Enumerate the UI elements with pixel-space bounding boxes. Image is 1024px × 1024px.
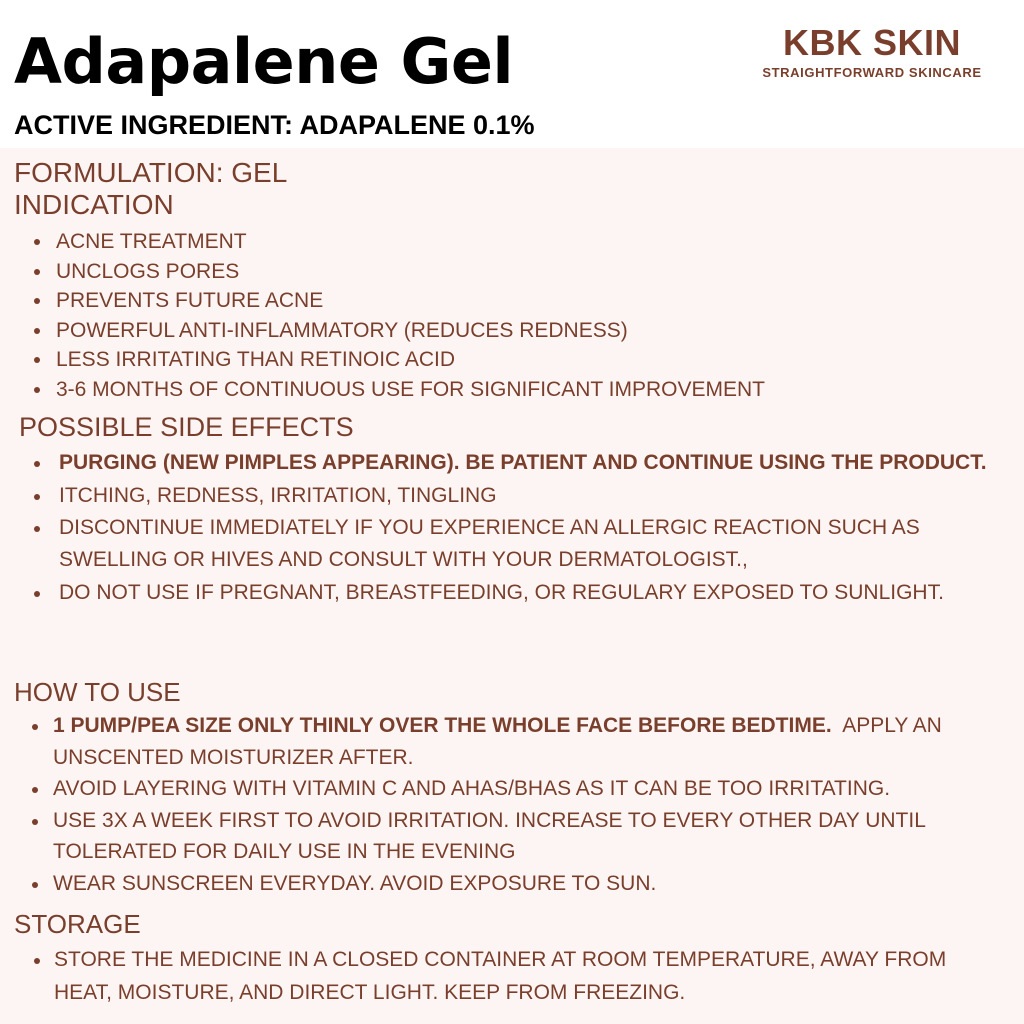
side-effects-heading: POSSIBLE SIDE EFFECTS — [19, 412, 354, 442]
list-item: DISCONTINUE IMMEDIATELY IF YOU EXPERIENCE AN ALLERGIC REACTION SUCH AS SWELLING OR HIVES AND CONSULT WITH YOUR DERMATOLOGIST., — [34, 512, 1009, 576]
brand-tagline: STRAIGHTFORWARD SKINCARE — [762, 65, 982, 80]
list-item: UNCLOGS PORES — [34, 257, 1014, 287]
indication-heading: INDICATION — [14, 189, 174, 220]
how-to-use-list — [32, 710, 1022, 899]
storage-list — [34, 944, 994, 1009]
how-to-use-heading: HOW TO USE — [14, 677, 181, 707]
list-item: USE 3X A WEEK FIRST TO AVOID IRRITATION. INCREASE TO EVERY OTHER DAY UNTIL TOLERATED FOR DAILY USE IN THE EVENING — [32, 805, 1022, 868]
list-item — [32, 710, 1022, 773]
list-item: AVOID LAYERING WITH VITAMIN C AND AHAS/BHAS AS IT CAN BE TOO IRRITATING. — [32, 773, 1022, 805]
page-title: Adapalene Gel — [14, 25, 514, 98]
list-item: STORE THE MEDICINE IN A CLOSED CONTAINER AT ROOM TEMPERATURE, AWAY FROM HEAT, MOISTURE, AND DIRECT LIGHT. KEEP FROM FREEZING. — [34, 944, 994, 1009]
list-item: 3-6 MONTHS OF CONTINUOUS USE FOR SIGNIFICANT IMPROVEMENT — [34, 375, 1014, 405]
how-to-use-rest-text: APPLY AN UNSCENTED MOISTURIZER AFTER. — [53, 714, 942, 769]
storage-heading: STORAGE — [14, 909, 141, 939]
header — [0, 0, 1024, 148]
how-to-use-bold-text: 1 PUMP/PEA SIZE ONLY THINLY OVER THE WHOLE FACE BEFORE BEDTIME. — [53, 714, 832, 737]
active-ingredient: ACTIVE INGREDIENT: ADAPALENE 0.1% — [14, 110, 535, 140]
brand-name: KBK SKIN — [782, 22, 961, 63]
formulation-heading: FORMULATION: GEL — [14, 157, 288, 188]
side-effects-list — [34, 447, 1009, 609]
list-item: PREVENTS FUTURE ACNE — [34, 286, 1014, 316]
list-item: PURGING (NEW PIMPLES APPEARING). BE PATIENT AND CONTINUE USING THE PRODUCT. — [34, 447, 1009, 479]
list-item: ITCHING, REDNESS, IRRITATION, TINGLING — [34, 480, 1009, 512]
list-item: WEAR SUNSCREEN EVERYDAY. AVOID EXPOSURE TO SUN. — [32, 868, 1022, 900]
indication-list — [34, 227, 1014, 404]
brand-logo — [752, 22, 992, 82]
list-item: POWERFUL ANTI-INFLAMMATORY (REDUCES REDNESS) — [34, 316, 1014, 346]
list-item: ACNE TREATMENT — [34, 227, 1014, 257]
list-item: DO NOT USE IF PREGNANT, BREASTFEEDING, OR REGULARY EXPOSED TO SUNLIGHT. — [34, 577, 1009, 609]
list-item: LESS IRRITATING THAN RETINOIC ACID — [34, 345, 1014, 375]
